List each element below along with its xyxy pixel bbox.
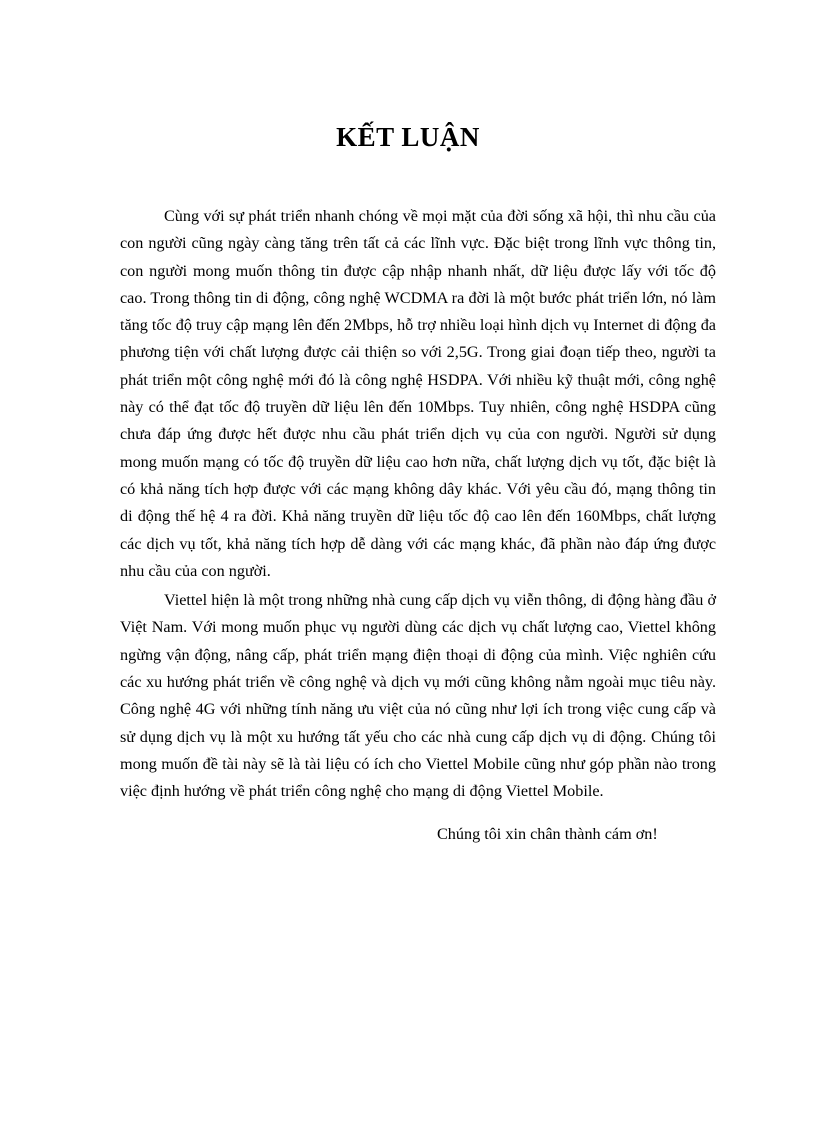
paragraph-2: Viettel hiện là một trong những nhà cung cấp dịch vụ viễn thông, di động hàng đầu ở Việt Nam. Với mong muốn phục vụ người dùng các dịch vụ chất lượng cao, Viettel không ngừng vận động, nâng cấp, phát triển mạng điện thoại di động của mình. Việc nghiên cứu các xu hướng phát triển về công nghệ và dịch vụ mới cũng không nằm ngoài mục tiêu này. Công nghệ 4G với những tính năng ưu việt của nó cũng như lợi ích trong việc cung cấp và sử dụng dịch vụ là một xu hướng tất yếu cho các nhà cung cấp dịch vụ di động. Chúng tôi mong muốn đề tài này sẽ là tài liệu có ích cho Viettel Mobile cũng như góp phần nào trong việc định hướng về phát triển công nghệ cho mạng di động Viettel Mobile. [120, 591, 716, 801]
page-title: KẾT LUẬN [336, 122, 480, 152]
document-body [120, 203, 716, 806]
paragraph-1: Cùng với sự phát triển nhanh chóng về mọi mặt của đời sống xã hội, thì nhu cầu của con người cũng ngày càng tăng trên tất cả các lĩnh vực. Đặc biệt trong lĩnh vực thông tin, con người mong muốn thông tin được cập nhập nhanh nhất, dữ liệu được lấy với tốc độ cao. Trong thông tin di động, công nghệ WCDMA ra đời là một bước phát triển lớn, nó làm tăng tốc độ truy cập mạng lên đến 2Mbps, hỗ trợ nhiều loại hình dịch vụ Internet di động đa phương tiện với chất lượng được cải thiện so với 2,5G. Trong giai đoạn tiếp theo, người ta phát triển một công nghệ mới đó là công nghệ HSDPA. Với nhiều kỹ thuật mới, công nghệ này có thể đạt tốc độ truyền dữ liệu lên đến 10Mbps. Tuy nhiên, công nghệ HSDPA cũng chưa đáp ứng được hết được nhu cầu phát triển dịch vụ của con người. Người sử dụng mong muốn mạng có tốc độ truyền dữ liệu cao hơn nữa, chất lượng dịch vụ tốt, đặc biệt là có khả năng tích hợp được với các mạng không dây khác. Với yêu cầu đó, mạng thông tin di động thế hệ 4 ra đời. Khả năng truyền dữ liệu tốc độ cao lên đến 160Mbps, chất lượng các dịch vụ tốt, khả năng tích hợp dễ dàng với các mạng khác, đã phần nào đáp ứng được nhu cầu của con người. [120, 207, 716, 580]
closing-line: Chúng tôi xin chân thành cám ơn! [437, 825, 658, 843]
